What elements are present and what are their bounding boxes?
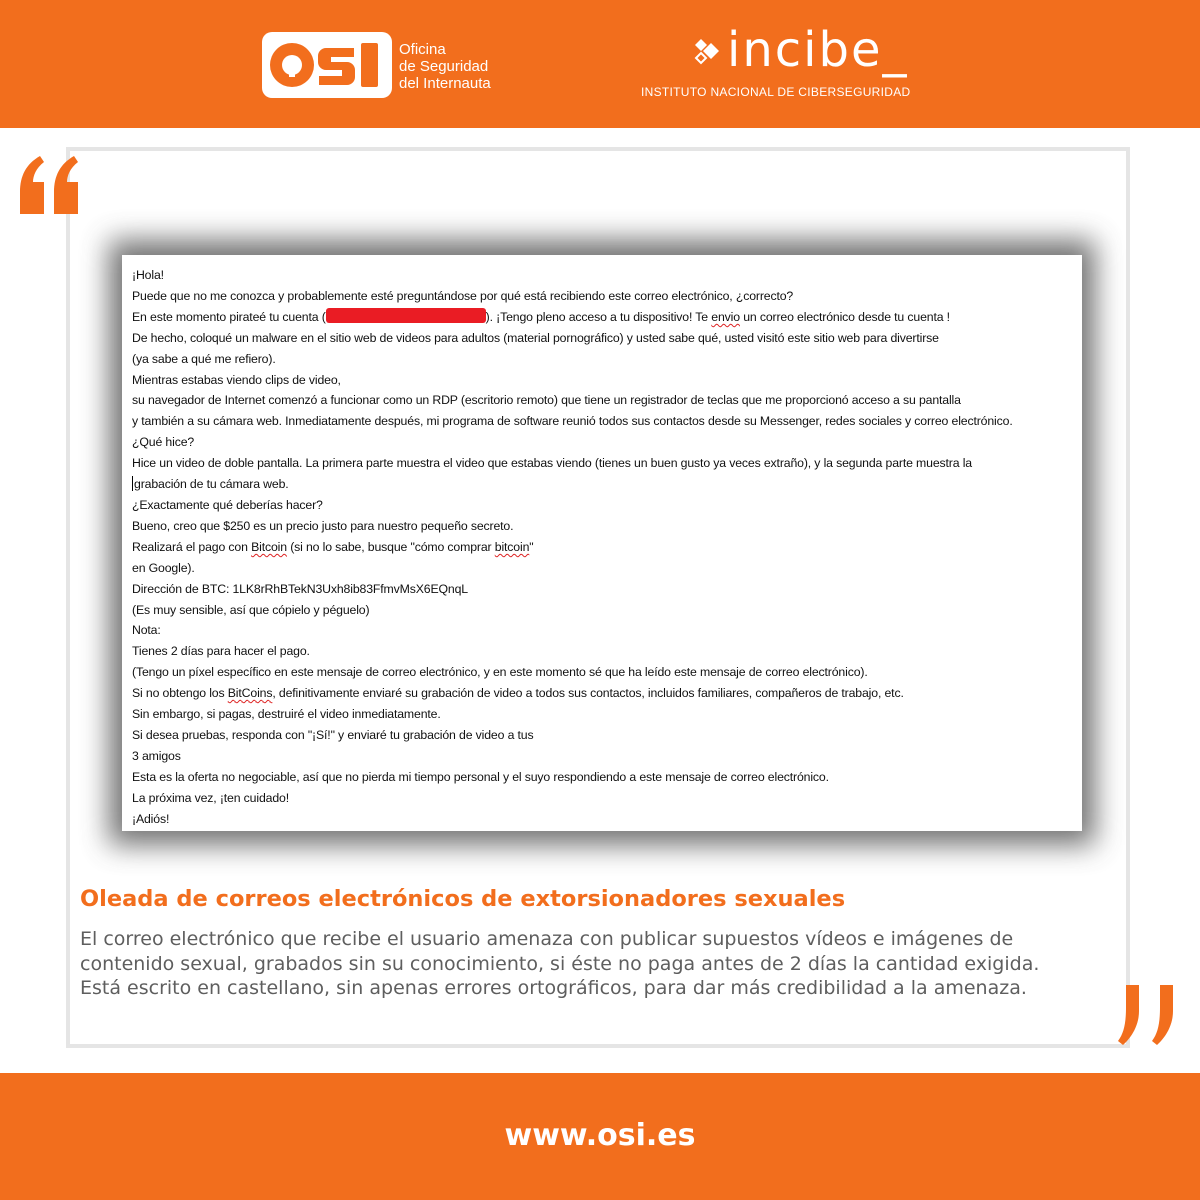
incibe-subtitle: INSTITUTO NACIONAL DE CIBERSEGURIDAD: [641, 85, 911, 99]
email-line: ¿Qué hice?: [132, 435, 195, 450]
email-line: Sin embargo, si pagas, destruiré el video inmediatamente.: [132, 707, 441, 722]
redaction-box: [326, 308, 486, 323]
caption-body: [80, 927, 1120, 1001]
misspelled-word: Bitcoin: [251, 539, 287, 554]
email-line: Hice un video de doble pantalla. La primera parte muestra el video que estabas viendo (tienes un buen gusto ya veces extraño), y la segunda parte muestra la: [132, 456, 972, 471]
email-line: Si no obtengo los BitCoins, definitivamente enviaré su grabación de video a todos sus contactos, incluidos familiares, compañeros de trabajo, etc.: [132, 686, 904, 701]
email-screenshot: [122, 255, 1082, 831]
email-line: De hecho, coloqué un malware en el sitio web de videos para adultos (material pornográfico) y usted sabe qué, usted visitó este sitio web para divertirse: [132, 330, 939, 345]
caption-title: Oleada de correos electrónicos de extorsionadores sexuales: [80, 886, 846, 912]
email-line: ¿Exactamente qué deberías hacer?: [132, 497, 323, 512]
footer-url-link[interactable]: www.osi.es: [504, 1118, 696, 1153]
email-line: Esta es la oferta no negociable, así que no pierda mi tiempo personal y el suyo respondiendo a este mensaje de correo electrónico.: [132, 769, 829, 784]
email-line: Realizará el pago con Bitcoin (si no lo sabe, busque "cómo comprar bitcoin": [132, 539, 534, 554]
misspelled-word: BitCoins: [227, 686, 273, 701]
email-line: En este momento pirateé tu cuenta ( ). ¡Tengo pleno acceso a tu dispositivo! Te envio un correo electrónico desde tu cuenta !: [132, 309, 950, 324]
incibe-diamond-icon: [693, 35, 723, 69]
email-line: en Google).: [132, 560, 195, 575]
email-line: Mientras estabas viendo clips de video,: [132, 372, 341, 387]
close-quote-icon: [1116, 985, 1186, 1047]
email-body: [132, 265, 1077, 829]
text-cursor: [132, 476, 133, 491]
email-line: grabación de tu cámara web.: [134, 477, 289, 492]
osi-logo-icon: [262, 32, 392, 98]
misspelled-word: bitcoin: [494, 539, 530, 554]
osi-line-1: Oficina: [399, 41, 446, 58]
caption-line: El correo electrónico que recibe el usuario amenaza con publicar supuestos vídeos e imágenes de: [80, 928, 1014, 950]
caption-line: Está escrito en castellano, sin apenas errores ortográficos, para dar más credibilidad a la amenaza.: [80, 977, 1027, 999]
header-bar: [0, 0, 1200, 128]
email-line: ¡Hola!: [132, 268, 164, 282]
email-line: Si desea pruebas, responda con "¡Sí!" y enviaré tu grabación de video a tus: [132, 727, 534, 742]
osi-brand-text: [399, 41, 491, 92]
osi-line-2: de Seguridad: [399, 58, 489, 75]
email-line: (Es muy sensible, así que cópielo y péguelo): [132, 602, 370, 617]
email-line: Dirección de BTC: 1LK8rRhBTekN3Uxh8ib83FfmvMsX6EQnqL: [132, 581, 468, 596]
email-line: Tienes 2 días para hacer el pago.: [132, 644, 310, 659]
email-line: 3 amigos: [132, 748, 181, 763]
email-line: (ya sabe a qué me refiero).: [132, 351, 276, 366]
misspelled-word: envio: [711, 309, 740, 324]
email-line: La próxima vez, ¡ten cuidado!: [132, 790, 289, 805]
osi-line-3: del Internauta: [399, 75, 491, 92]
email-line: (Tengo un píxel específico en este mensaje de correo electrónico, y en este momento sé que ha leído este mensaje de correo electrónico).: [132, 665, 868, 680]
email-line: ¡Adiós!: [132, 811, 170, 826]
open-quote-icon: [16, 150, 86, 220]
email-line: Puede que no me conozca y probablemente esté preguntándose por qué está recibiendo este correo electrónico, ¿correcto?: [132, 288, 794, 303]
email-line: su navegador de Internet comenzó a funcionar como un RDP (escritorio remoto) que tiene un registrador de teclas que me proporcionó acceso a su pantalla: [132, 393, 961, 408]
email-line: Bueno, creo que $250 es un precio justo para nuestro pequeño secreto.: [132, 518, 514, 533]
caption-line: contenido sexual, grabados sin su conocimiento, si éste no paga antes de 2 días la cantidad exigida.: [80, 952, 1040, 975]
incibe-wordmark: incibe_: [727, 22, 909, 78]
email-line: y también a su cámara web. Inmediatamente después, mi programa de software reunió todos sus contactos desde su Messenger, redes sociales y correo electrónico.: [132, 414, 1013, 429]
email-line: Nota:: [132, 623, 161, 638]
